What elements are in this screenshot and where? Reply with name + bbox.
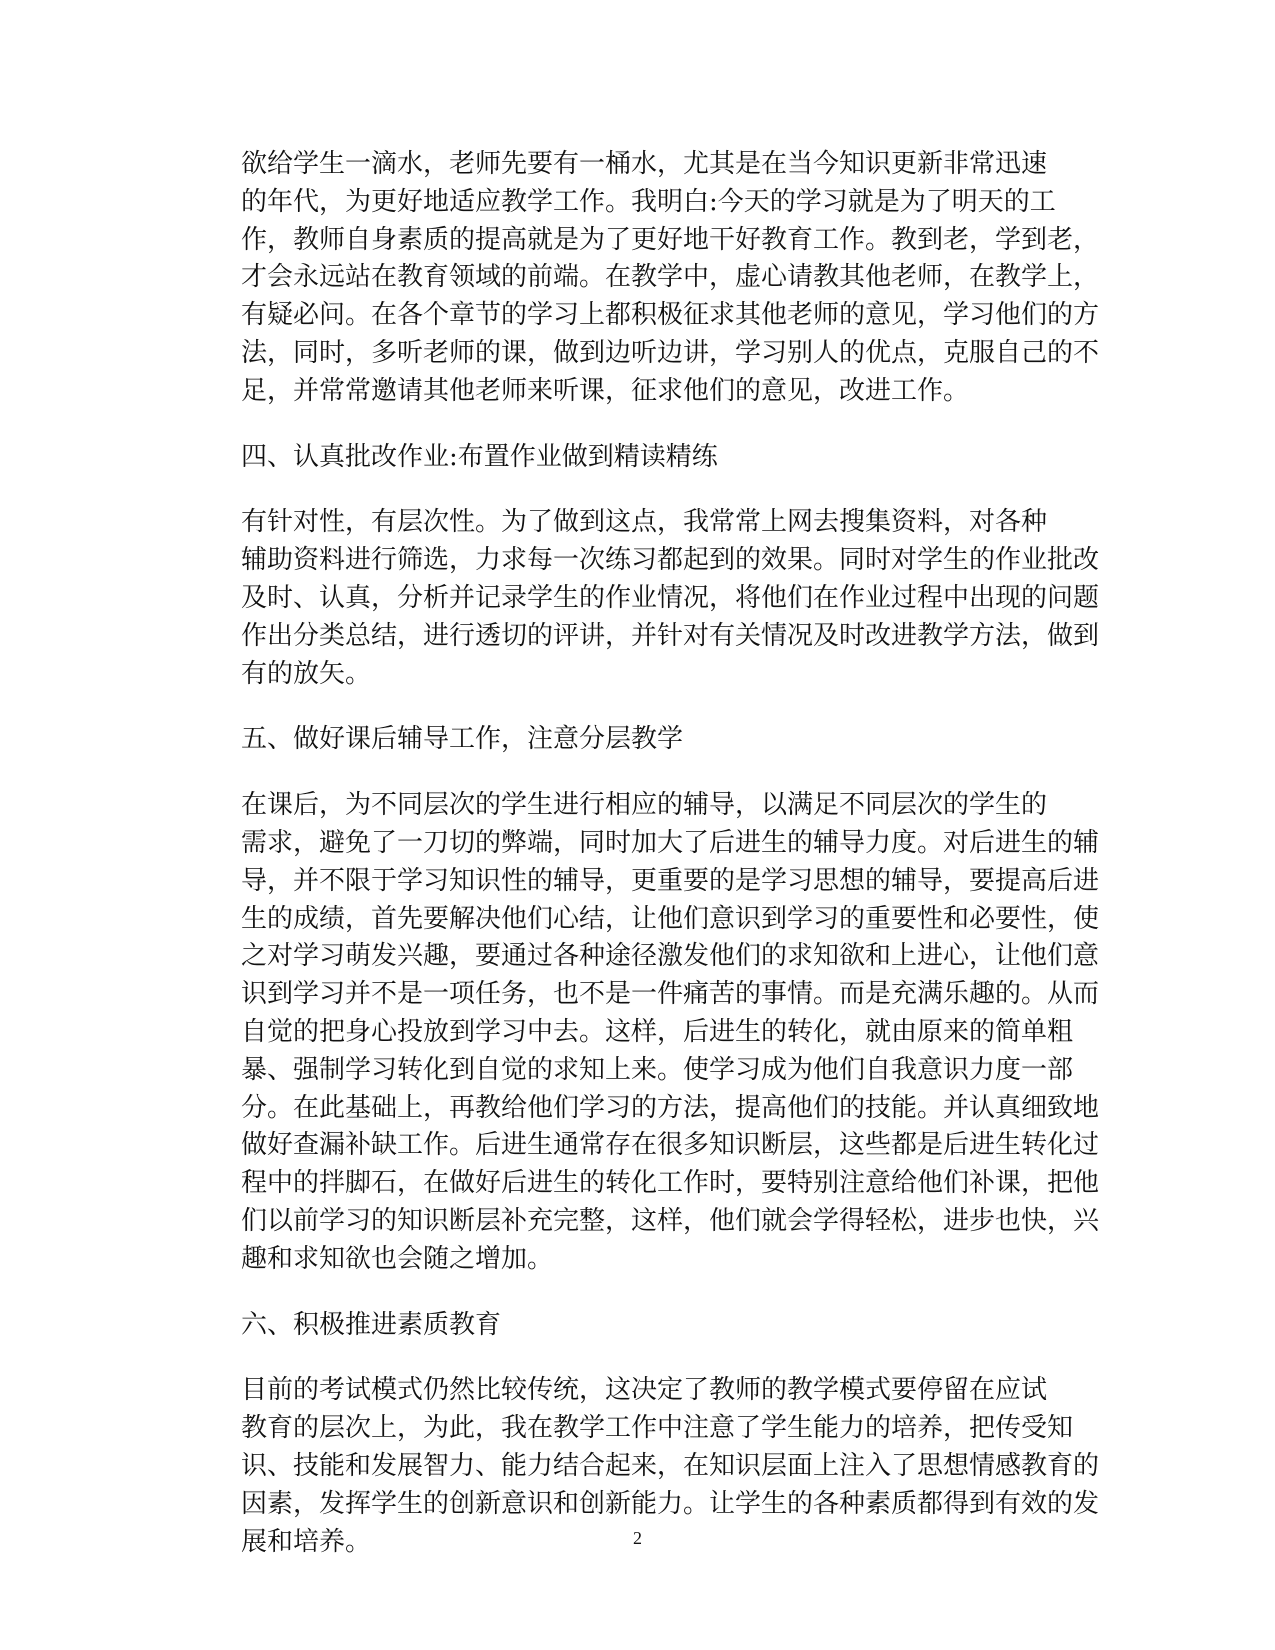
paragraph-line: 教育的层次上，为此，我在教学工作中注意了学生能力的培养，把传受知 bbox=[241, 1413, 1074, 1444]
paragraph-line: 足，并常常邀请其他老师来听课，征求他们的意见，改进工作。 bbox=[241, 375, 970, 406]
paragraph-spacing bbox=[183, 1344, 1090, 1372]
paragraph-line: 生的成绩，首先要解决他们心结，让他们意识到学习的重要性和必要性，使 bbox=[241, 903, 1100, 934]
paragraph-line: 们以前学习的知识断层补充完整，这样，他们就会学得轻松，进步也快，兴 bbox=[241, 1205, 1100, 1236]
paragraph-line: 程中的拌脚石，在做好后进生的转化工作时，要特别注意给他们补课，把他 bbox=[241, 1168, 1100, 1199]
document-body bbox=[183, 146, 1100, 1561]
paragraph-line: 在课后，为不同层次的学生进行相应的辅导，以满足不同层次的学生的 bbox=[241, 790, 1048, 821]
paragraph-line: 辅助资料进行筛选，力求每一次练习都起到的效果。同时对学生的作业批改 bbox=[241, 545, 1100, 576]
paragraph-line: 分。在此基础上，再教给他们学习的方法，提高他们的技能。并认真细致地 bbox=[241, 1092, 1100, 1123]
paragraph-line: 作，教师自身素质的提高就是为了更好地干好教育工作。教到老，学到老， bbox=[241, 224, 1100, 255]
paragraph-line: 有的放矢。 bbox=[241, 658, 372, 689]
paragraph-line: 有针对性，有层次性。为了做到这点，我常常上网去搜集资料，对各种 bbox=[241, 507, 1048, 538]
paragraph-spacing bbox=[183, 411, 1090, 439]
paragraph-line: 需求，避免了一刀切的弊端，同时加大了后进生的辅导力度。对后进生的辅 bbox=[241, 827, 1100, 858]
paragraph-line: 自觉的把身心投放到学习中去。这样，后进生的转化，就由原来的简单粗 bbox=[241, 1016, 1074, 1047]
paragraph-line: 做好查漏补缺工作。后进生通常存在很多知识断层，这些都是后进生转化过 bbox=[241, 1130, 1100, 1161]
paragraph-line: 目前的考试模式仍然比较传统，这决定了教师的教学模式要停留在应试 bbox=[241, 1375, 1048, 1406]
paragraph-line: 识、技能和发展智力、能力结合起来，在知识层面上注入了思想情感教育的 bbox=[241, 1450, 1100, 1481]
paragraph-line: 趣和求知欲也会随之增加。 bbox=[241, 1243, 554, 1274]
paragraph-spacing bbox=[183, 476, 1090, 504]
section-heading-tutoring: 五、做好课后辅导工作，注意分层教学 bbox=[241, 724, 684, 755]
paragraph-tutoring bbox=[183, 787, 1100, 1278]
paragraph-line: 暴、强制学习转化到自觉的求知上来。使学习成为他们自我意识力度一部 bbox=[241, 1054, 1074, 1085]
paragraph-line: 识到学习并不是一项任务，也不是一件痛苦的事情。而是充满乐趣的。从而 bbox=[241, 979, 1100, 1010]
section-heading-quality-education: 六、积极推进素质教育 bbox=[241, 1309, 502, 1340]
paragraph-line: 欲给学生一滴水，老师先要有一桶水，尤其是在当今知识更新非常迅速 bbox=[241, 149, 1048, 179]
paragraph-line: 的年代，为更好地适应教学工作。我明白:今天的学习就是为了明天的工 bbox=[241, 186, 1056, 217]
paragraph-teacher-self-improvement bbox=[183, 146, 1100, 411]
paragraph-line: 法，同时，多听老师的课，做到边听边讲，学习别人的优点，克服自己的不 bbox=[241, 337, 1100, 368]
paragraph-spacing bbox=[183, 1279, 1090, 1307]
paragraph-line: 有疑必问。在各个章节的学习上都积极征求其他老师的意见，学习他们的方 bbox=[241, 300, 1100, 331]
paragraph-spacing bbox=[183, 759, 1090, 787]
section-heading-homework: 四、认真批改作业:布置作业做到精读精练 bbox=[241, 441, 718, 472]
paragraph-line: 作出分类总结，进行透切的评讲，并针对有关情况及时改进教学方法，做到 bbox=[241, 620, 1100, 651]
paragraph-line: 及时、认真，分析并记录学生的作业情况，将他们在作业过程中出现的问题 bbox=[241, 582, 1100, 613]
paragraph-homework bbox=[183, 504, 1100, 693]
page-number: 2 bbox=[633, 1528, 642, 1548]
paragraph-line: 展和培养。 bbox=[241, 1526, 372, 1557]
paragraph-line: 导，并不限于学习知识性的辅导，更重要的是学习思想的辅导，要提高后进 bbox=[241, 865, 1100, 896]
paragraph-line: 才会永远站在教育领域的前端。在教学中，虚心请教其他老师，在教学上， bbox=[241, 262, 1100, 293]
paragraph-spacing bbox=[183, 693, 1090, 721]
paragraph-line: 因素，发挥学生的创新意识和创新能力。让学生的各种素质都得到有效的发 bbox=[241, 1488, 1100, 1519]
paragraph-line: 之对学习萌发兴趣，要通过各种途径激发他们的求知欲和上进心，让他们意 bbox=[241, 941, 1100, 972]
